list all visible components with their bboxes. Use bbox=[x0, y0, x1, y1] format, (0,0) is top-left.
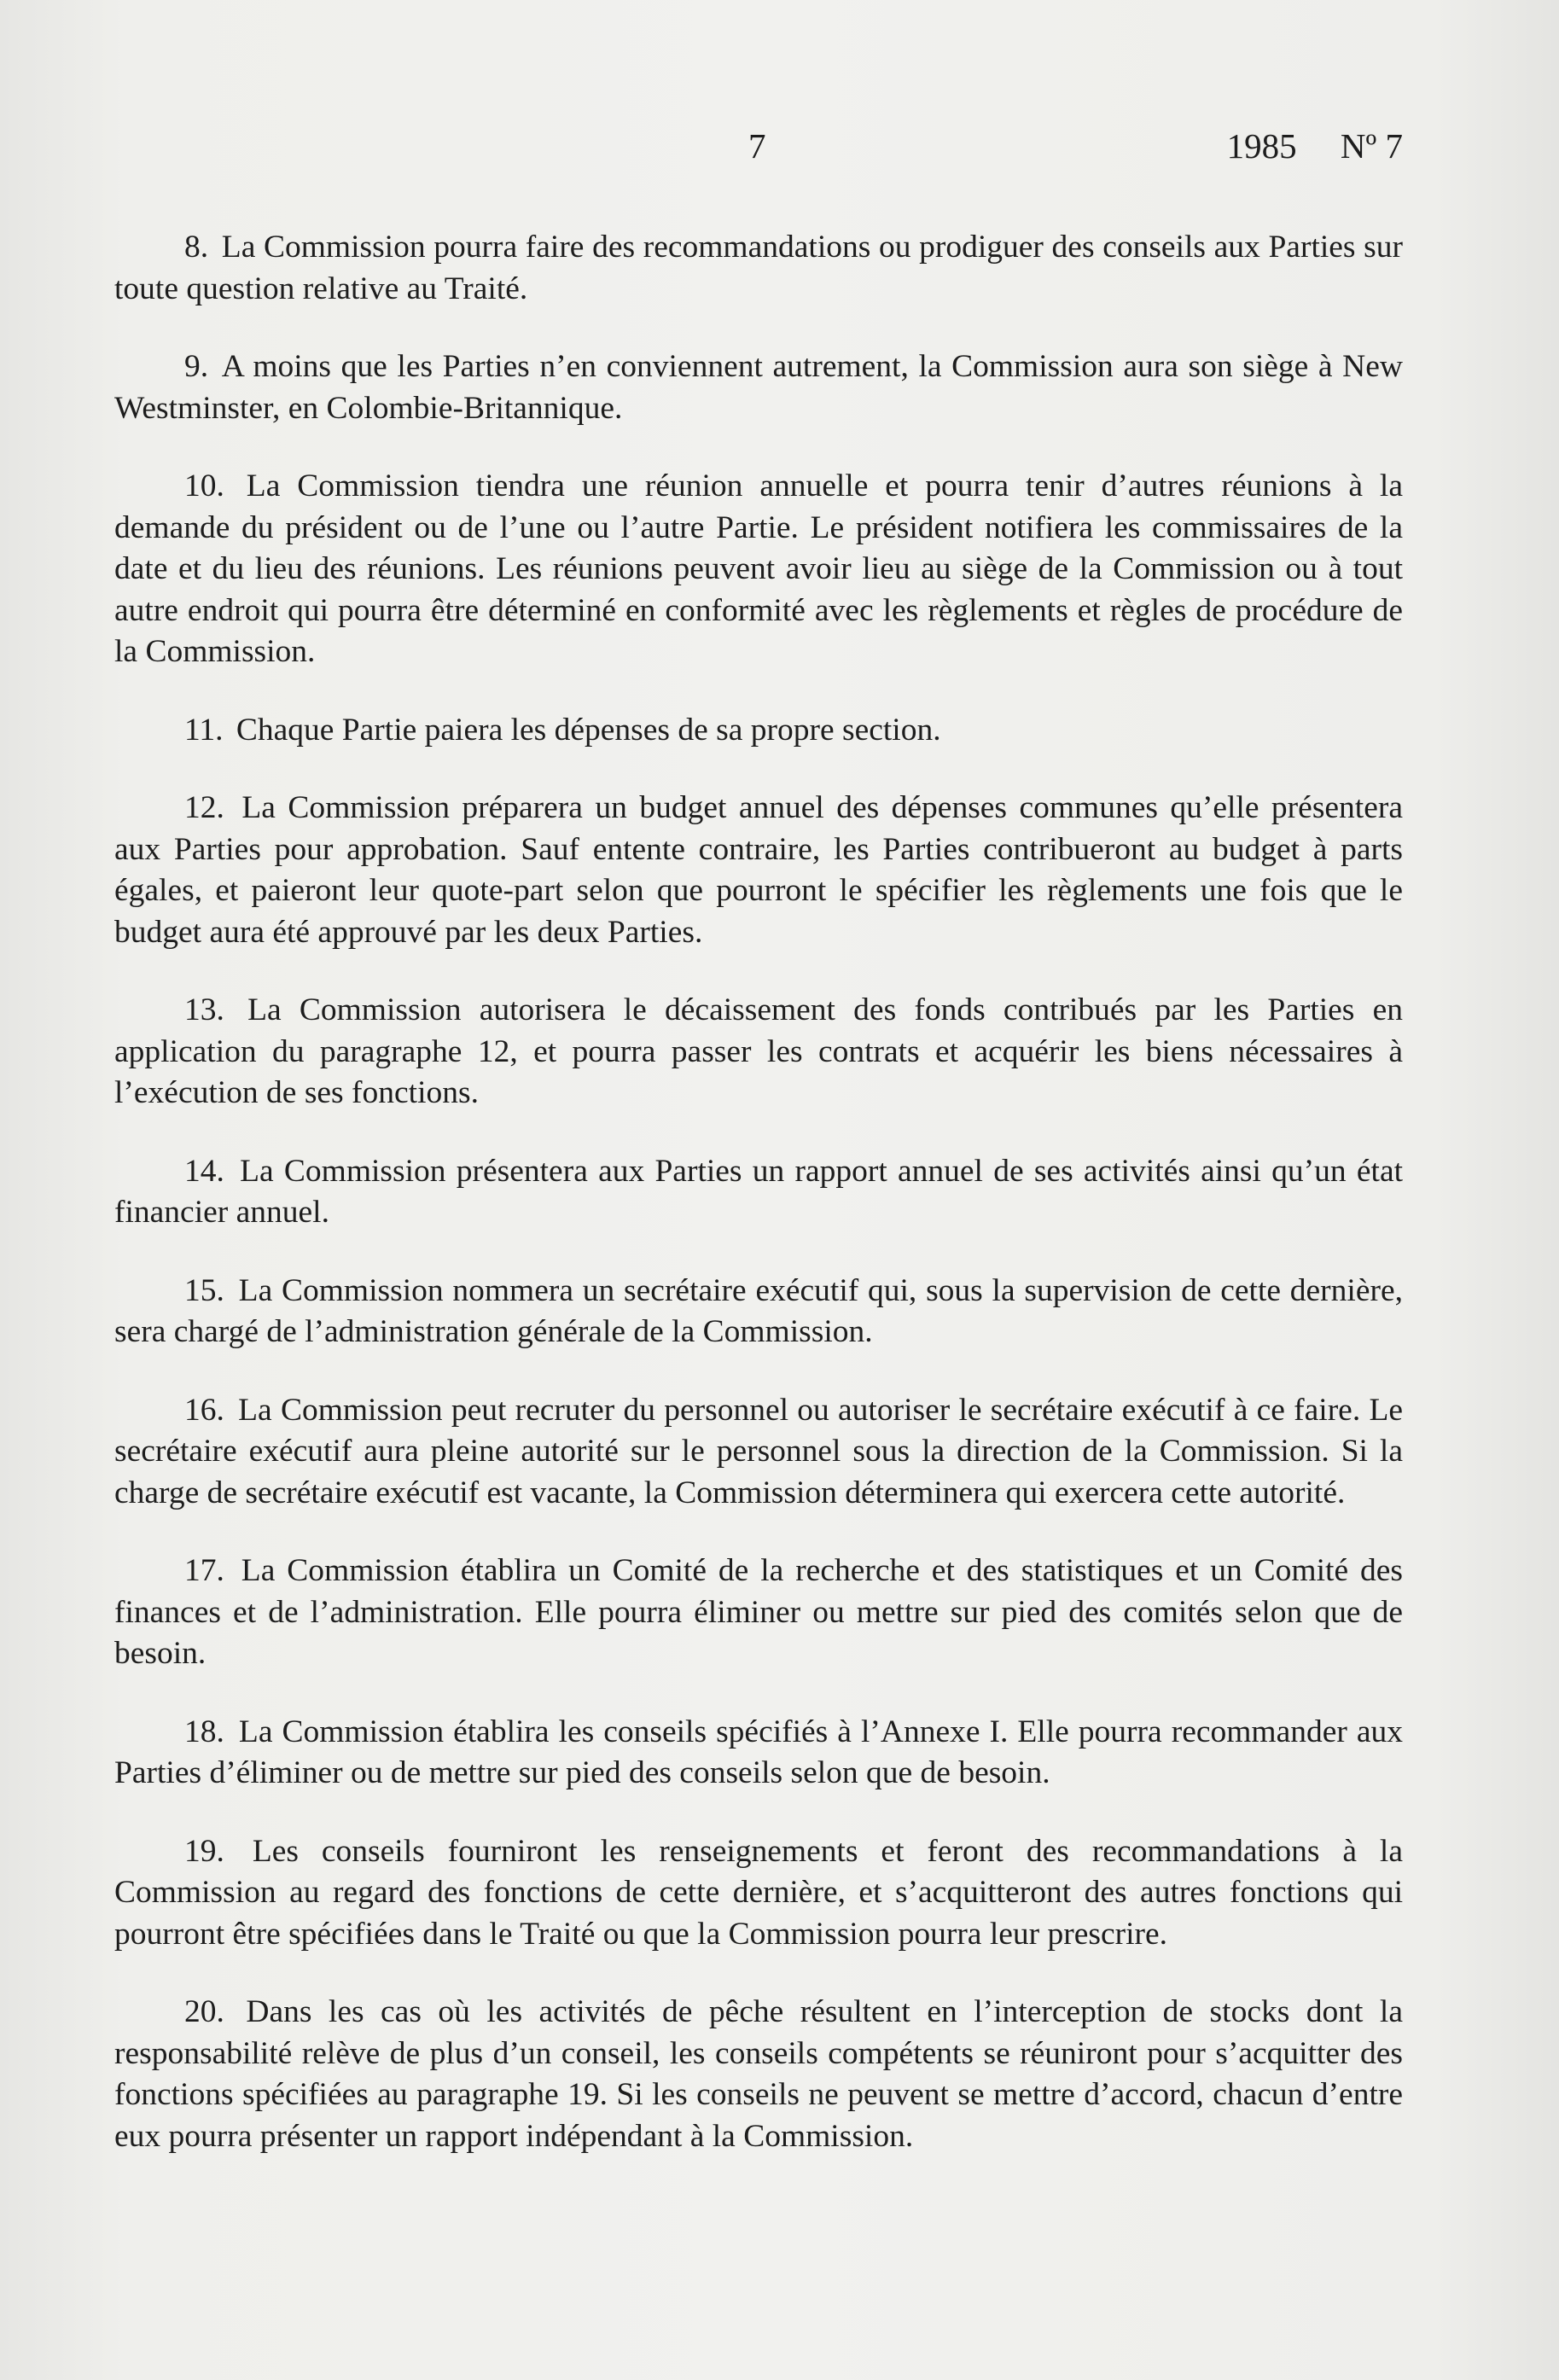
paragraph-text: Dans les cas où les activités de pêche résultent en l’interception de stocks dont la responsabilité relève de plus d’un conseil, les conseils compétents se réuniront pour s’acquitter des fonctions spécifiées au paragraphe 19. Si les conseils ne peuvent se mettre d’accord, chacun d’entre eux pourra présenter un rapport indépendant à la Commission. bbox=[114, 1994, 1403, 2154]
page-number: 7 bbox=[748, 126, 766, 166]
paragraph-text: Les conseils fourniront les renseignements et feront des recommandations à la Commission au regard des fonctions de cette dernière, et s’acquitteront des autres fonctions qui pourront être spécifiées dans le Traité ou que la Commission pourra leur prescrire. bbox=[114, 1833, 1403, 1952]
paragraph-number: 10. bbox=[184, 468, 224, 503]
paragraph-number: 11. bbox=[184, 712, 224, 748]
paragraph-15 bbox=[114, 1271, 1403, 1353]
paragraph-number: 12. bbox=[184, 790, 224, 825]
paragraph-text: La Commission pourra faire des recommandations ou prodiguer des conseils aux Parties sur toute question relative au Traité. bbox=[114, 230, 1403, 306]
paragraph-text: La Commission peut recruter du personnel ou autoriser le secrétaire exécutif à ce faire. Le secrétaire exécutif aura pleine autorité sur le personnel sous la direction de la Commission. Si la charge de secrétaire exécutif est vacante, la Commission déterminera qui exercera cette autorité. bbox=[114, 1392, 1404, 1510]
paragraph-19 bbox=[114, 1831, 1403, 1956]
paragraph-20 bbox=[114, 1992, 1403, 2157]
paragraph-10 bbox=[114, 466, 1403, 673]
paragraph-text: Chaque Partie paiera les dépenses de sa propre section. bbox=[236, 712, 941, 748]
paragraph-number: 17. bbox=[184, 1553, 224, 1588]
document-body bbox=[114, 227, 1403, 2194]
paragraph-16 bbox=[114, 1390, 1403, 1515]
paragraph-text: La Commission autorisera le décaissement des fonds contribués par les Parties en application du paragraphe 12, et pourra passer les contrats et acquérir les biens nécessaires à l’exécution de ses fonctions. bbox=[114, 992, 1403, 1110]
paragraph-number: 9. bbox=[184, 349, 209, 384]
paragraph-number: 15. bbox=[184, 1272, 224, 1308]
page-header bbox=[0, 125, 1559, 167]
paragraph-number: 20. bbox=[184, 1994, 224, 2029]
paragraph-number: 16. bbox=[184, 1392, 224, 1428]
paragraph-text: La Commission établira les conseils spécifiés à l’Annexe I. Elle pourra recommander aux Parties d’éliminer ou de mettre sur pied des conseils selon que de besoin. bbox=[114, 1714, 1404, 1790]
paragraph-number: 14. bbox=[184, 1153, 224, 1189]
paragraph-number: 8. bbox=[184, 230, 209, 265]
paragraph-text: La Commission tiendra une réunion annuelle et pourra tenir d’autres réunions à la demande du président ou de l’une ou l’autre Partie. Le président notifiera les commissaires de la date et du lieu des réunions. Les réunions peuvent avoir lieu au siège de la Commission ou à tout autre endroit qui pourra être déterminé en conformité avec les règlements et règles de procédure de la Commission. bbox=[114, 468, 1403, 669]
paragraph-11 bbox=[114, 710, 1403, 752]
gazette-issue bbox=[1227, 125, 1403, 167]
paragraph-17 bbox=[114, 1551, 1403, 1675]
paragraph-text: La Commission nommera un secrétaire exécutif qui, sous la supervision de cette dernière, sera chargé de l’administration générale de la Commission. bbox=[114, 1272, 1403, 1349]
year: 1985 bbox=[1226, 126, 1297, 166]
paragraph-14 bbox=[114, 1151, 1403, 1234]
paragraph-8 bbox=[114, 227, 1403, 310]
paragraph-text: La Commission établira un Comité de la recherche et des statistiques et un Comité des finances et de l’administration. Elle pourra éliminer ou mettre sur pied des comités selon que de besoin. bbox=[114, 1553, 1403, 1671]
paragraph-number: 19. bbox=[184, 1833, 224, 1869]
paragraph-13 bbox=[114, 990, 1403, 1114]
paragraph-number: 18. bbox=[184, 1714, 224, 1749]
paragraph-number: 13. bbox=[184, 992, 224, 1027]
paragraph-12 bbox=[114, 788, 1403, 953]
paragraph-9 bbox=[114, 346, 1403, 429]
paragraph-text: A moins que les Parties n’en conviennent autrement, la Commission aura son siège à New Westminster, en Colombie-Britannique. bbox=[114, 349, 1403, 426]
paragraph-18 bbox=[114, 1712, 1403, 1795]
issue-number: Nº 7 bbox=[1340, 126, 1403, 166]
paragraph-text: La Commission présentera aux Parties un rapport annuel de ses activités ainsi qu’un état financier annuel. bbox=[114, 1153, 1404, 1230]
paragraph-text: La Commission préparera un budget annuel des dépenses communes qu’elle présentera aux Parties pour approbation. Sauf entente contraire, les Parties contribueront au budget à parts égales, et paieront leur quote-part selon que pourront le spécifier les règlements une fois que le budget aura été approuvé par les deux Parties. bbox=[114, 790, 1404, 950]
